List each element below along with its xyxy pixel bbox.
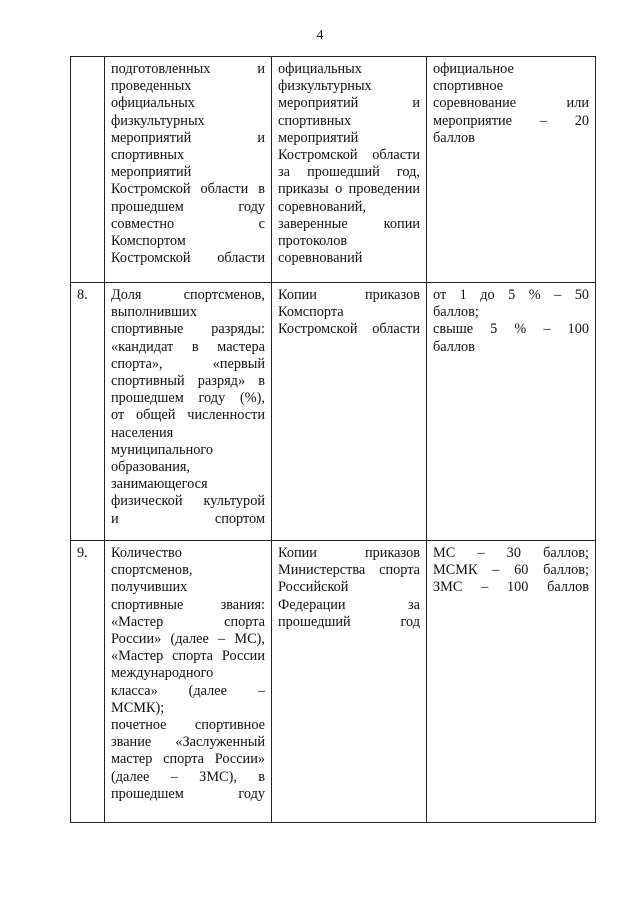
cell-line: почетное спортивное [111,717,265,734]
cell-line: образования, [111,459,190,476]
table-row [71,541,596,823]
cell-line: спортсменов, [111,562,193,579]
cell-line: выполнивших [111,304,197,321]
criteria-table [70,56,596,823]
cell-line: официальных [278,61,362,77]
cell-line: спортивные звания: [111,596,265,613]
cell-line: протоколов [278,233,348,250]
cell-line: прошедшем году (%), [111,390,265,407]
cell-line: мероприятий [278,129,359,146]
cell-line: МСМК); [111,699,165,716]
cell-line: спортивный разряд» в [111,373,265,390]
cell-line: официальных [111,95,195,112]
cell-line: муниципального [111,441,214,458]
cell-line: «Мастер спорта [111,613,265,630]
cell-line: прошедшем году [111,785,265,802]
cell-line: МС – 30 баллов; [433,545,589,561]
cell-line: свыше 5 % – 100 [433,321,589,338]
cell-line: Федерации за [278,596,420,613]
cell-line: мероприятий [111,164,192,181]
cell-line: Министерства спорта [278,562,420,579]
indicator-cell [105,57,272,283]
cell-line: ЗМС – 100 баллов [433,579,589,596]
cell-line: международного [111,665,214,682]
cell-line: России» (далее – МС), [111,631,265,648]
cell-line: спортивное [433,78,504,95]
points-cell [427,541,596,823]
cell-line: получивших [111,579,188,596]
cell-line: МСМК – 60 баллов; [433,562,589,579]
cell-line: проведенных [111,78,192,95]
cell-line: баллов [433,129,475,146]
cell-line: за прошедший год, [278,164,420,181]
table-row [71,57,596,283]
points-cell [427,57,596,283]
indicator-cell [105,541,272,823]
cell-line: Российской [278,579,349,596]
cell-line: от общей численности [111,407,265,424]
cell-line: Комспорта [278,304,344,321]
cell-line: спорта», «первый [111,355,265,372]
cell-line: физической культурой [111,493,265,510]
cell-line: соревнований, [278,198,366,215]
cell-line: (далее – ЗМС), в [111,768,265,785]
cell-line: спортивные разряды: [111,321,265,338]
cell-line: звание «Заслуженный [111,734,265,751]
cell-line: мастер спорта России» [111,751,265,768]
cell-line: Костромской области [111,250,265,267]
cell-line: спортивных [111,147,185,164]
cell-line: класса» (далее – [111,682,265,699]
row-number: 9. [71,541,105,823]
cell-line: Комспортом [111,233,186,250]
cell-line: Костромской области [278,147,420,164]
cell-line: Копии приказов [278,287,420,303]
cell-line: баллов [433,338,475,355]
documents-cell [272,541,427,823]
cell-line: Костромской области в [111,181,265,198]
cell-line: совместно с [111,215,265,232]
cell-line: официальное [433,61,514,77]
cell-line: приказы о проведении [278,181,420,198]
cell-line: подготовленных и [111,61,265,77]
cell-line: Костромской области [278,321,420,338]
cell-line: заверенные копии [278,215,420,232]
indicator-cell [105,283,272,541]
row-number: 8. [71,283,105,541]
cell-line: «кандидат в мастера [111,338,265,355]
documents-cell [272,57,427,283]
points-cell [427,283,596,541]
cell-line: прошедшем году [111,198,265,215]
cell-line: населения [111,424,174,441]
documents-cell [272,283,427,541]
cell-line: мероприятий и [278,95,420,112]
cell-line: и спортом [111,510,265,527]
cell-line: соревнований [278,250,363,267]
cell-line: мероприятие – 20 [433,112,589,129]
cell-line: Копии приказов [278,545,420,561]
cell-line: физкультурных [278,78,372,95]
page-number: 4 [316,28,324,43]
cell-line: от 1 до 5 % – 50 [433,287,589,303]
cell-line: Доля спортсменов, [111,287,265,303]
cell-line: Количество [111,545,182,561]
cell-line: спортивных [278,112,352,129]
table-row [71,283,596,541]
cell-line: мероприятий и [111,129,265,146]
cell-line: физкультурных [111,112,205,129]
row-number [71,57,105,283]
cell-line: соревнование или [433,95,589,112]
cell-line: баллов; [433,304,479,321]
cell-line: «Мастер спорта России [111,648,265,665]
cell-line: занимающегося [111,476,208,493]
cell-line: прошедший год [278,613,420,630]
